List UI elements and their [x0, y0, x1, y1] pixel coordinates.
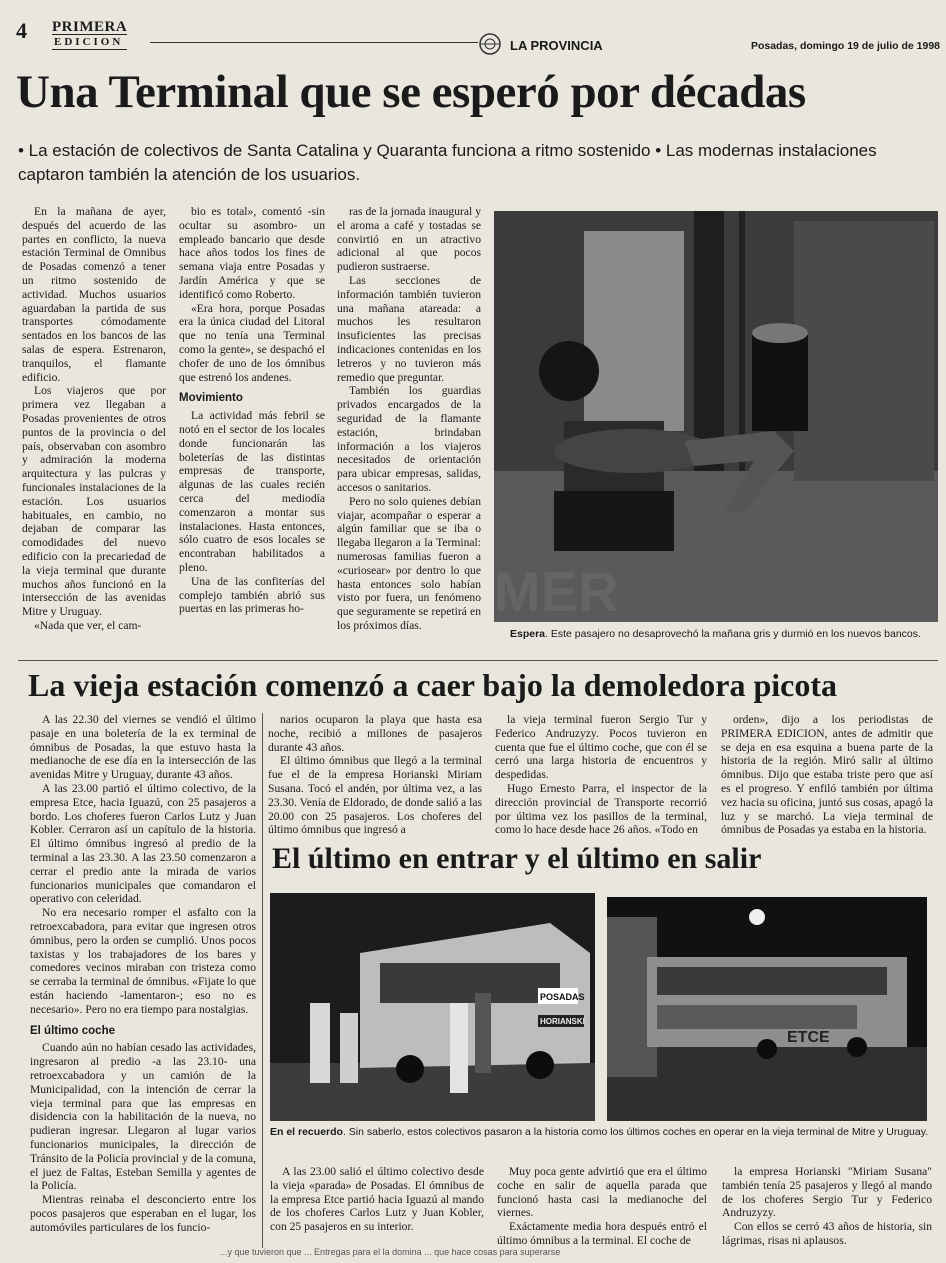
brand-line2: EDICION — [52, 34, 127, 50]
article1-column-2 — [179, 205, 325, 616]
paragraph: Mientras reinaba el desconcierto entre los pocos pasajeros que esperaban en el lugar, los automóviles particulares de los funcio- — [30, 1193, 256, 1234]
page-number: 4 — [16, 18, 27, 43]
footer-strip: ...y que tuvieron que ... Entregas para el la domina ... que hace cosas para superarse — [220, 1247, 561, 1257]
paragraph: A las 23.00 salió el último colectivo desde la vieja «parada» de Posadas. El ómnibus de la empresa Etce partió hacia Iguazú al mando de los choferes Carlos Lutz y Juan Kobler, con 25 pasajeros en su interior. — [270, 1165, 484, 1234]
article2-headline: La vieja estación comenzó a caer bajo la demoledora picota — [28, 667, 838, 703]
caption-text: . Sin saberlo, estos colectivos pasaron a la historia como los últimos coches en operar en la vieja terminal de Mitre y Uruguay. — [342, 1126, 929, 1138]
paragraph: Cuando aún no habían cesado las actividades, ingresaron al predio -a las 23.10- una retroexcabadora y un camión de la Municipalidad, con la intención de cerrar la vieja terminal para que las empresas en disidencia con la habilitación de la nueva, no pudieran ingresar. Llegaron al lugar varios funcionarios municipales, la dirección de Tránsito de la Policía provincial y de la comuna, el juez de Faltas, Esteban Semilla y agentes de la Policía. — [30, 1041, 256, 1193]
main-headline: Una Terminal que se esperó por décadas — [16, 66, 806, 118]
photo1-caption — [510, 627, 938, 641]
bus1-company-plate: HORIANSKI — [540, 1017, 585, 1026]
article1-column-1 — [22, 205, 166, 633]
caption-text: . Este pasajero no desaprovechó la mañana gris y durmió en los nuevos bancos. — [545, 628, 921, 640]
paragraph: «Nada que ver, el cam- — [34, 618, 142, 632]
article2-column-4 — [721, 713, 933, 837]
issue-date: Posadas, domingo 19 de julio de 1998 — [750, 40, 940, 52]
article3-headline: El último en entrar y el último en salir — [272, 842, 762, 875]
paragraph: A las 22.30 del viernes se vendió el último pasaje en una boletería de la ex terminal de ómnibus de Posadas, la que estuvo hasta la medianoche de ese día en la intersección de las avenidas Mitre y Uruguay, durante 43 años. — [30, 713, 256, 782]
waiting-passenger-illustration — [494, 211, 938, 622]
paragraph: Hugo Ernesto Parra, el inspector de la dirección provincial de Transporte recorrió por última vez los pasillos de la terminal, como lo hace desde hace 26 años. «Todo en — [495, 781, 707, 837]
bus2-company-name: ETCE — [787, 1029, 830, 1046]
bus-etce-illustration — [607, 897, 927, 1121]
article2-column-2 — [268, 713, 482, 837]
paragraph: La actividad más febril se notó en el sector de los locales donde funcionarán las boleterías de las distintas empresas de transporte, algunas de las cuales recién cerca del mediodía comenzaron a montar sus instalaciones. Hasta entonces, sólo cuatro de esos locales se encontraban habilitados a pleno. — [179, 409, 325, 574]
paragraph: También los guardias privados encargados de la seguridad de la flamante estación, brindaban información a los viajeros necesitados de orientación para ubicar empresas, salidas, accesos o sanitarios. — [337, 384, 481, 494]
bus-horianski-photo — [270, 893, 595, 1121]
header-rule — [150, 42, 478, 43]
paragraph: Los viajeros que por primera vez llegaban a Posadas provenientes de otros puntos de la provincia o del país, observaban con asombro y admiración la moderna arquitectura y las pulcras y funcionales instalaciones de la estación. Los usuarios habituales, en cambio, no dejaban de comparar las comodidades del nuevo edificio con la precariedad de la vieja terminal que durante muchos años funcionó en la intersección de las avenidas Mitre y Uruguay. — [22, 384, 166, 619]
bus1-destination-sign: POSADAS — [540, 992, 585, 1002]
paragraph: bio es total», comentó -sin ocultar su asombro- un empleado bancario que desde hace años todos los fines de semana viaja entre Posadas y Jardín América y que se identificó como Roberto. — [179, 205, 325, 301]
article3-column-2 — [497, 1165, 707, 1248]
subhead-movimiento: Movimiento — [179, 392, 243, 405]
paragraph: Con ellos se cerró 43 años de historia, sin lágrimas, risas ni aplausos. — [722, 1220, 932, 1247]
brand-line1: PRIMERA — [52, 19, 128, 35]
subhead-ultimo-coche: El último coche — [30, 1024, 115, 1037]
paragraph: A las 23.00 partió el último colectivo, de la empresa Etce, hacia Iguazú, con 25 pasajeros a bordo. Los choferes fueron Carlos Lutz y Juan Kobler. Cerraron así un capítulo de la historia. El último ómnibus ingresó al predio de la terminal a las 23.30. A las 23.50 comenzaron a cerrar el predio ante la mirada de varios funcionarios municipales que comandaron el operativo con celeridad. — [30, 781, 256, 906]
section-divider — [18, 660, 938, 661]
article3-column-1 — [270, 1165, 484, 1234]
caption-lead: En el recuerdo — [270, 1126, 343, 1138]
paragraph: No era necesario romper el asfalto con la retroexcabadora, para evitar que ingresen otros ómnibus, pero la orden se cumplió. Unos pocos taxistas y los trabajadores de los bares y comedores vecinos miraban con tristeza como se cerraba la terminal de ómnibus. «Fijate lo que están haciendo -lamentaron-; eso no es necesario». Pero no era tiempo para nostalgias. — [30, 906, 256, 1016]
article2-column-1 — [30, 713, 256, 1234]
paragraph: Pero no solo quienes debían viajar, acompañar o esperar a algún familiar que se iba o llegaba llegaron a la Terminal: numerosas familias fueron a «curiosear» por dentro lo que hasta entonces solo habían visto por fuera, un fenómeno que seguramente se repetirá en los próximos días. — [337, 494, 481, 632]
article3-column-3 — [722, 1165, 932, 1248]
bus-etce-photo — [607, 897, 927, 1121]
paragraph: «Era hora, porque Posadas era la única ciudad del Litoral que no tenía una Terminal como la gente», se despachó el chofer de uno de los ómnibus que estrenó los andenes. — [179, 301, 325, 384]
paragraph: la empresa Horianski "Miriam Susana" también tenía 25 pasajeros y llegó al mando de los choferes Sergio Tur y Federico Andruzyzy. — [722, 1165, 932, 1220]
paragraph: Exáctamente media hora después entró el último ómnibus a la terminal. El coche de — [497, 1220, 707, 1247]
main-deck: • La estación de colectivos de Santa Catalina y Quaranta funciona a ritmo sostenido • Las modernas instalaciones captaron también la atención de los usuarios. — [18, 141, 877, 184]
province-emblem-icon — [478, 32, 502, 56]
photo2-caption — [270, 1125, 930, 1139]
paragraph: Una de las confiterías del complejo también abrió sus puertas en las primeras ho- — [179, 574, 325, 616]
paragraph: El último ómnibus que llegó a la terminal fue el de la empresa Horianski Miriam Susana. Tocó el andén, por última vez, a las 23.30. Venía de Eldorado, de donde salió a las 20.00 con 25 pasajeros. Los choferes del último ómnibus que ingresó a — [268, 754, 482, 837]
caption-lead: Espera — [510, 628, 546, 640]
column-rule — [262, 713, 263, 1248]
article2-column-3 — [495, 713, 707, 837]
paragraph: ras de la jornada inaugural y el aroma a café y tostadas se convirtió en un atractivo adicional al que pocos pudieron sustraerse. — [337, 205, 481, 274]
section-name: LA PROVINCIA — [510, 38, 603, 53]
paragraph: En la mañana de ayer, después del acuerdo de las partes en conflicto, la nueva estación Terminal de Omnibus de Posadas comenzó a tener un ritmo sostenido de actividad. Muchos usuarios aguardaban la partida de sus transportes cómodamente sentados en los bancos de las salas de espera. Estrenaron, tranquilos, el flamante edificio. — [22, 205, 166, 384]
photo-watermark: MER — [494, 560, 619, 622]
bus-horianski-illustration — [270, 893, 595, 1121]
newspaper-brand — [52, 20, 127, 50]
article1-column-3 — [337, 205, 481, 633]
paragraph: Muy poca gente advirtió que era el último coche en salir de aquella parada que funcionó hasta casi la medianoche del viernes. — [497, 1165, 707, 1220]
paragraph: Las secciones de información también tuvieron una mañana atareada: a muchos les resultaron insuficientes las precisas indicaciones contenidas en los letreros y no tuvieron más remedio que preguntar. — [337, 273, 481, 384]
paragraph: la vieja terminal fueron Sergio Tur y Federico Andruzyzy. Pocos tuvieron en cuenta que fue el último coche, que con él se cerró una larga historia de encuentros y despedidas. — [495, 713, 707, 782]
paragraph: orden», dijo a los periodistas de PRIMERA EDICION, antes de admitir que se deja en esa esquina a buena parte de la historia de la región. Miró salir al último ómnibus. Dijo que estaba triste pero que así es el progreso. Y enfiló también por última vez hacia su oficina, juntó sus cosas, apagó la luz y se marchó. La vieja terminal de ómnibus de Posadas ya estaba en la historia. — [721, 713, 933, 837]
waiting-passenger-photo — [494, 211, 938, 622]
paragraph: narios ocuparon la playa que hasta esa noche, recibió a millones de pasajeros durante 43 años. — [268, 713, 482, 754]
